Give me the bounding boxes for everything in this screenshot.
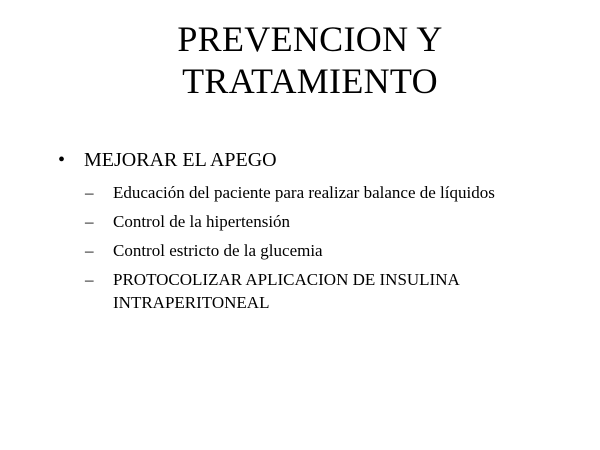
sub-bullet-text: Control estricto de la glucemia: [113, 241, 323, 260]
sub-bullet-item: [85, 236, 585, 265]
sub-bullet-text: Control de la hipertensión: [113, 212, 291, 231]
bullet-text: MEJORAR EL APEGO: [84, 149, 277, 171]
sub-bullet-list: [85, 178, 585, 314]
sub-bullet-item: [85, 178, 585, 207]
dash-marker: –: [85, 183, 94, 202]
sub-bullet-item: [85, 265, 585, 314]
dash-marker: –: [85, 212, 94, 231]
slide-title-line-2: TRATAMIENTO: [182, 61, 438, 101]
dash-marker: –: [85, 270, 94, 289]
sub-bullet-text: Educación del paciente para realizar balance de líquidos: [113, 183, 495, 202]
dash-marker: –: [85, 241, 94, 260]
slide-title-line-1: PREVENCION Y: [177, 19, 443, 59]
slide-title: [0, 18, 600, 102]
sub-bullet-text-line-1: PROTOCOLIZAR APLICACION DE INSULINA: [113, 270, 460, 289]
sub-bullet-item: [85, 207, 585, 236]
bullet-item: [58, 148, 277, 172]
sub-bullet-text-line-2: INTRAPERITONEAL: [113, 293, 270, 312]
bullet-marker: •: [58, 149, 66, 171]
